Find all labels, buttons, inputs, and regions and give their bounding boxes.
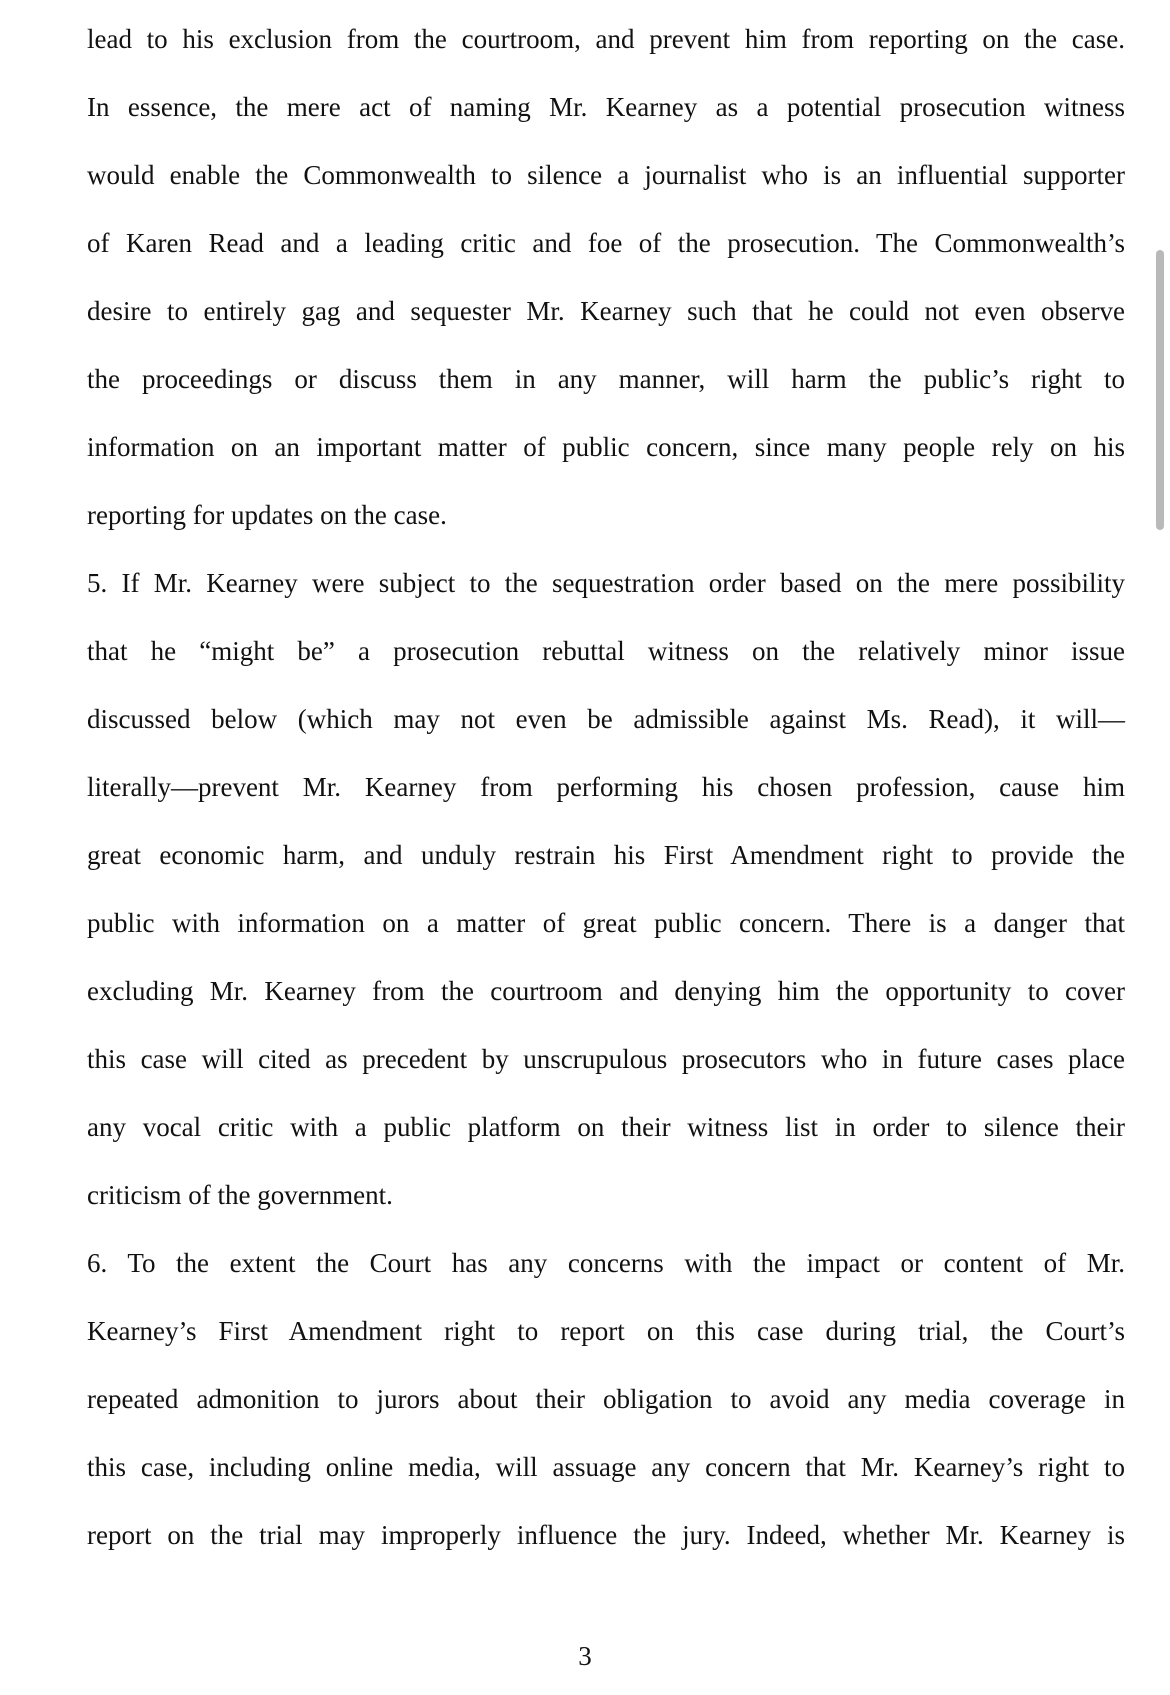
text-line: any vocal critic with a public platform on their witness list in order to silence their: [87, 1112, 1125, 1142]
text-line: report on the trial may improperly influence the jury. Indeed, whether Mr. Kearney is: [87, 1520, 1125, 1550]
text-line: that he “might be” a prosecution rebuttal witness on the relatively minor issue: [87, 636, 1125, 666]
paragraph-6-first-line: 6. To the extent the Court has any concerns with the impact or content of Mr.: [87, 1248, 1125, 1278]
text-line: excluding Mr. Kearney from the courtroom and denying him the opportunity to cover: [87, 976, 1125, 1006]
text-line: this case will cited as precedent by unscrupulous prosecutors who in future cases place: [87, 1044, 1125, 1074]
text-line: this case, including online media, will assuage any concern that Mr. Kearney’s right to: [87, 1452, 1125, 1482]
text-line: great economic harm, and unduly restrain his First Amendment right to provide the: [87, 840, 1125, 870]
text-line: would enable the Commonwealth to silence a journalist who is an influential supporter: [87, 160, 1125, 190]
text-line: desire to entirely gag and sequester Mr. Kearney such that he could not even observe: [87, 296, 1125, 326]
text-line: In essence, the mere act of naming Mr. Kearney as a potential prosecution witness: [87, 92, 1125, 122]
text-line: reporting for updates on the case.: [87, 500, 447, 530]
document-body: [87, 15, 1125, 1579]
text-line: Kearney’s First Amendment right to report on this case during trial, the Court’s: [87, 1316, 1125, 1346]
text-line: lead to his exclusion from the courtroom, and prevent him from reporting on the case.: [87, 24, 1125, 54]
scrollbar-thumb[interactable]: [1156, 250, 1164, 530]
page-number: 3: [578, 1641, 592, 1671]
text-line: of Karen Read and a leading critic and foe of the prosecution. The Commonwealth’s: [87, 228, 1125, 258]
text-line: criticism of the government.: [87, 1180, 393, 1210]
text-line: public with information on a matter of great public concern. There is a danger that: [87, 908, 1125, 938]
text-line: literally—prevent Mr. Kearney from performing his chosen profession, cause him: [87, 772, 1125, 802]
text-line: the proceedings or discuss them in any manner, will harm the public’s right to: [87, 364, 1125, 394]
paragraph-5-first-line: 5. If Mr. Kearney were subject to the sequestration order based on the mere possibility: [87, 568, 1125, 598]
text-line: information on an important matter of public concern, since many people rely on his: [87, 432, 1125, 462]
text-line: repeated admonition to jurors about their obligation to avoid any media coverage in: [87, 1384, 1125, 1414]
text-line: discussed below (which may not even be admissible against Ms. Read), it will—: [87, 704, 1125, 734]
